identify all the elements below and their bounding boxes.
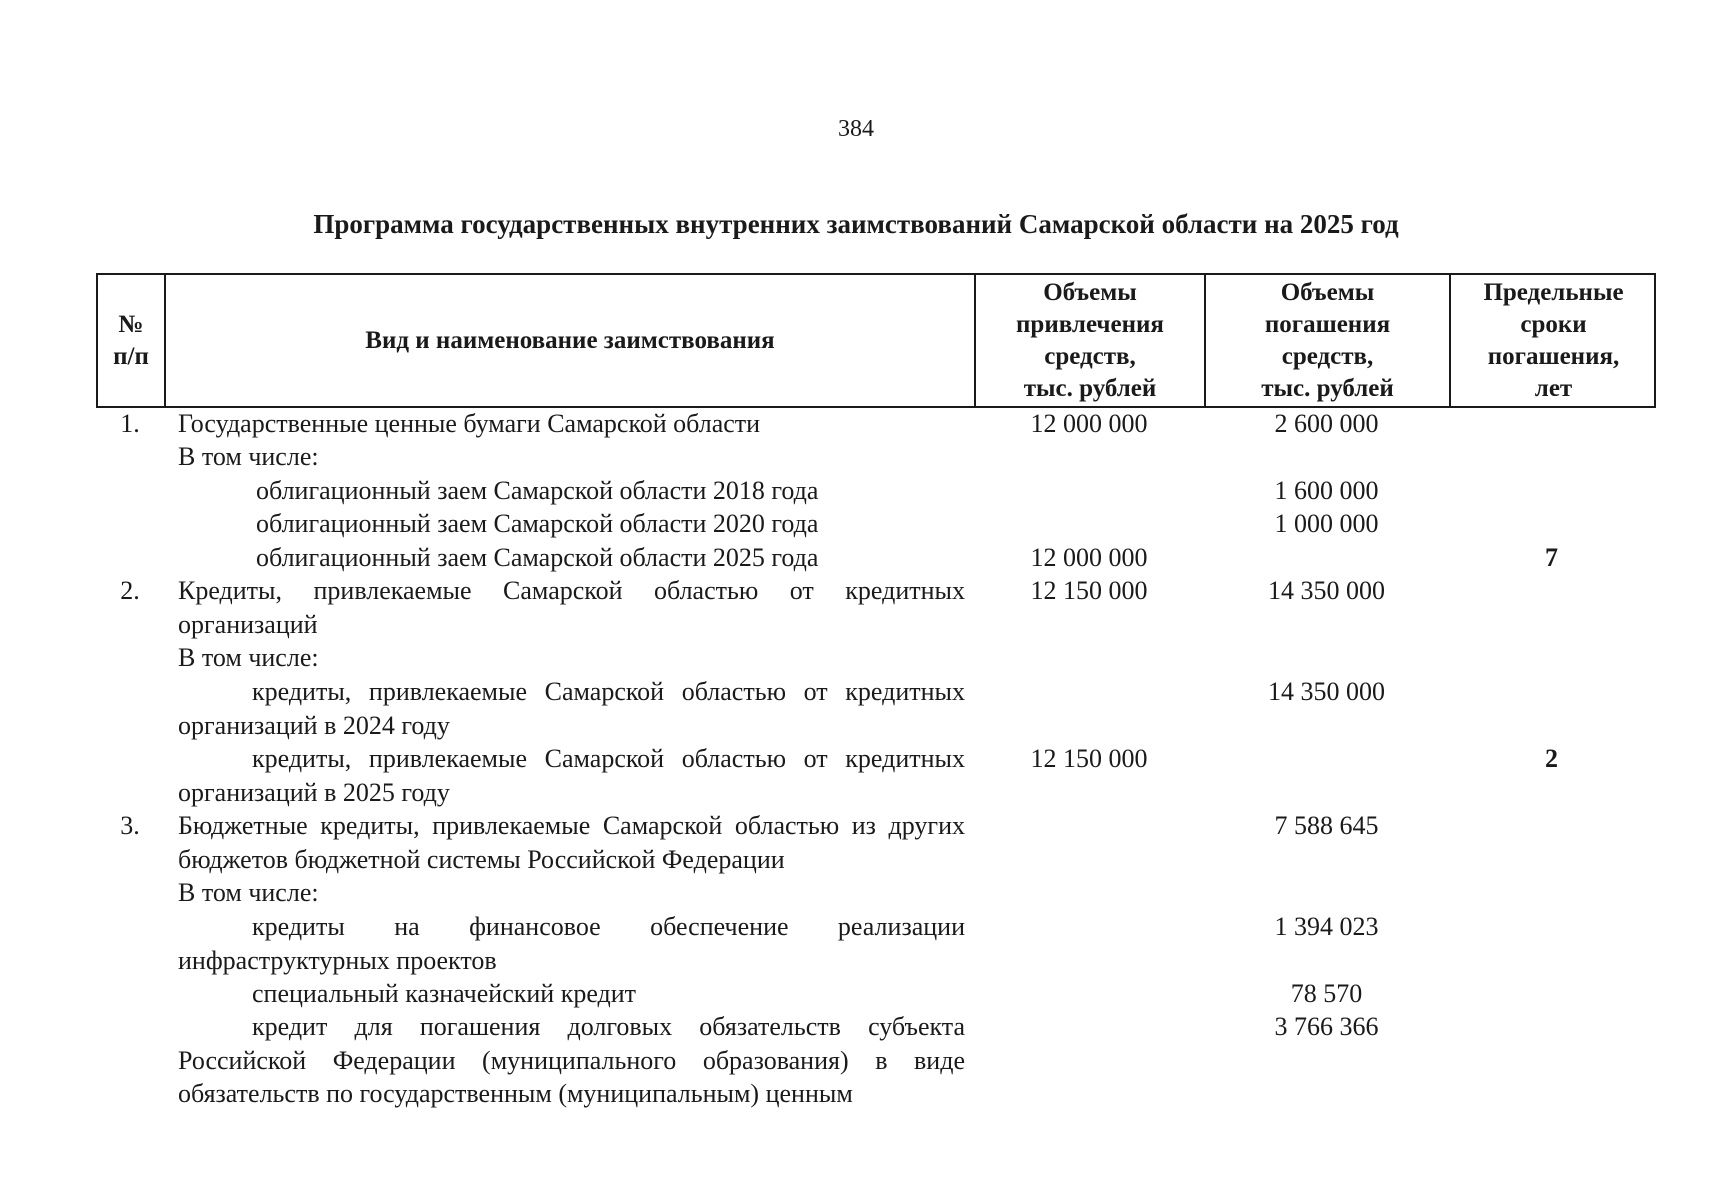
row-description: специальный казначейский кредит	[252, 979, 637, 1008]
row-attraction-volume: 12 150 000	[1030, 744, 1148, 773]
row-number: 3.	[120, 811, 140, 840]
row-repayment-volume: 1 000 000	[1274, 509, 1379, 538]
row-repayment-volume: 2 600 000	[1274, 409, 1379, 438]
row-description: кредиты, привлекаемые Самарской областью от кредитных организаций в 2024 году	[178, 677, 965, 740]
table-header	[96, 273, 1656, 408]
row-description: кредиты на финансовое обеспечение реализации инфраструктурных проектов	[178, 912, 965, 975]
row-number: 1.	[120, 409, 140, 438]
row-description: Государственные ценные бумаги Самарской области	[178, 409, 761, 438]
row-attraction-volume: 12 000 000	[1030, 543, 1148, 572]
row-repayment-volume: 1 394 023	[1274, 912, 1379, 941]
header-repayment-volume: Объемы погашения средств, тыс. рублей	[1206, 275, 1451, 406]
header-number: № п/п	[98, 275, 166, 406]
row-description: Кредиты, привлекаемые Самарской областью от кредитных организаций	[178, 576, 965, 639]
row-repayment-term: 7	[1545, 543, 1558, 572]
row-repayment-term: 2	[1545, 744, 1558, 773]
row-number: 2.	[120, 576, 140, 605]
row-description: В том числе:	[178, 878, 319, 907]
row-attraction-volume: 12 150 000	[1030, 576, 1148, 605]
row-attraction-volume: 12 000 000	[1030, 409, 1148, 438]
document-title: Программа государственных внутренних заимствований Самарской области на 2025 год	[313, 209, 1399, 239]
row-description: В том числе:	[178, 643, 319, 672]
header-repayment-term: Предельные сроки погашения, лет	[1483, 278, 1624, 402]
row-description: В том числе:	[178, 442, 319, 471]
header-attraction-volume: Объемы привлечения средств, тыс. рублей	[976, 275, 1206, 406]
row-description: облигационный заем Самарской области 2025 года	[256, 543, 819, 572]
row-repayment-volume: 1 600 000	[1274, 476, 1379, 505]
row-description: облигационный заем Самарской области 2018 года	[256, 476, 819, 505]
header-borrowing-type: Вид и наименование заимствования	[166, 275, 976, 406]
row-description: облигационный заем Самарской области 2020 года	[256, 509, 819, 538]
row-repayment-volume: 14 350 000	[1268, 677, 1385, 706]
page-number: 384	[838, 116, 874, 142]
row-repayment-volume: 7 588 645	[1274, 811, 1379, 840]
row-repayment-volume: 3 766 366	[1274, 1012, 1379, 1041]
row-repayment-volume: 78 570	[1290, 979, 1363, 1008]
row-repayment-volume: 14 350 000	[1268, 576, 1385, 605]
row-description: кредит для погашения долговых обязательств субъекта Российской Федерации (муниципального образования) в виде обязательств по государственным (муниципальным) ценным	[178, 1012, 965, 1108]
row-description: Бюджетные кредиты, привлекаемые Самарской областью из других бюджетов бюджетной системы Российской Федерации	[178, 811, 965, 874]
row-description: кредиты, привлекаемые Самарской областью от кредитных организаций в 2025 году	[178, 744, 965, 807]
